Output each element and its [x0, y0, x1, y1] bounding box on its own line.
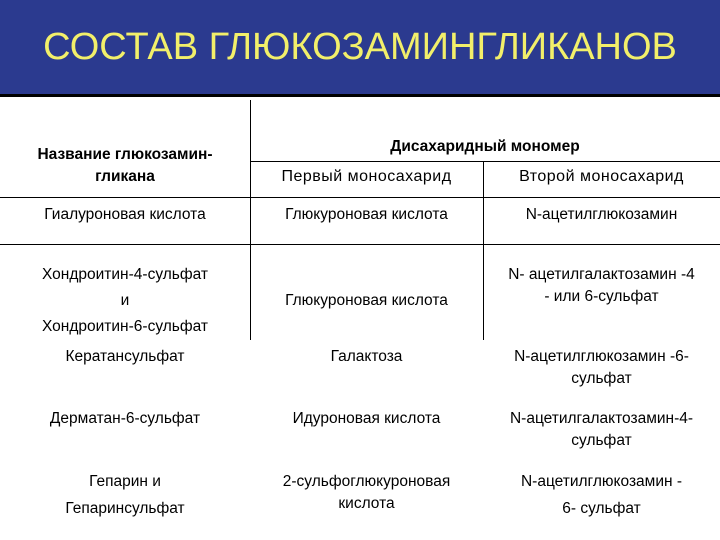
row3-name: Кератансульфат: [65, 348, 185, 365]
row2-second-line2: - или 6-сульфат: [544, 288, 659, 305]
row1-second: N-ацетилглюкозамин: [525, 206, 678, 223]
row1-name: Гиалуроновая кислота: [44, 206, 206, 223]
header-group: Дисахаридный мономер: [390, 138, 580, 155]
row2-second-line1: N- ацетилгалактозамин -4: [508, 266, 695, 283]
row4-name: Дерматан-6-сульфат: [49, 410, 201, 427]
glycosaminoglycan-table: [0, 100, 720, 540]
row3-first: Галактоза: [330, 348, 403, 365]
row2-name-line2: и: [120, 292, 130, 309]
header-name-line1: Название глюкозамин-: [37, 146, 213, 163]
row5-second-line2: 6- сульфат: [562, 500, 641, 517]
row-divider-subheader: [250, 161, 720, 162]
row3-second-line1: N-ацетилглюкозамин -6-: [514, 348, 689, 365]
row2-first: Глюкуроновая кислота: [285, 292, 448, 309]
header-second: Второй моносахарид: [519, 168, 684, 185]
header-first: Первый моносахарид: [281, 168, 452, 185]
row5-first-line1: 2-сульфоглюкуроновая: [282, 473, 451, 490]
row4-second-line2: сульфат: [571, 432, 632, 449]
row5-name-line1: Гепарин и: [89, 473, 161, 490]
row-divider-1: [0, 244, 720, 245]
header-name-line2: гликана: [95, 168, 155, 185]
title-bar: [0, 0, 720, 97]
row3-second-line2: сульфат: [571, 370, 632, 387]
row4-first: Идуроновая кислота: [292, 410, 441, 427]
row1-first: Глюкуроновая кислота: [285, 206, 448, 223]
page-title: СОСТАВ ГЛЮКОЗАМИНГЛИКАНОВ: [43, 26, 677, 68]
row4-second-line1: N-ацетилгалактозамин-4-: [509, 410, 694, 427]
row2-name-line3: Хондроитин-6-сульфат: [42, 318, 208, 335]
row2-name-line1: Хондроитин-4-сульфат: [42, 266, 208, 283]
row-divider-header: [0, 197, 720, 198]
row5-first-line2: кислота: [338, 495, 395, 512]
row5-second-line1: N-ацетилглюкозамин -: [520, 473, 683, 490]
row5-name-line2: Гепаринсульфат: [65, 500, 185, 517]
